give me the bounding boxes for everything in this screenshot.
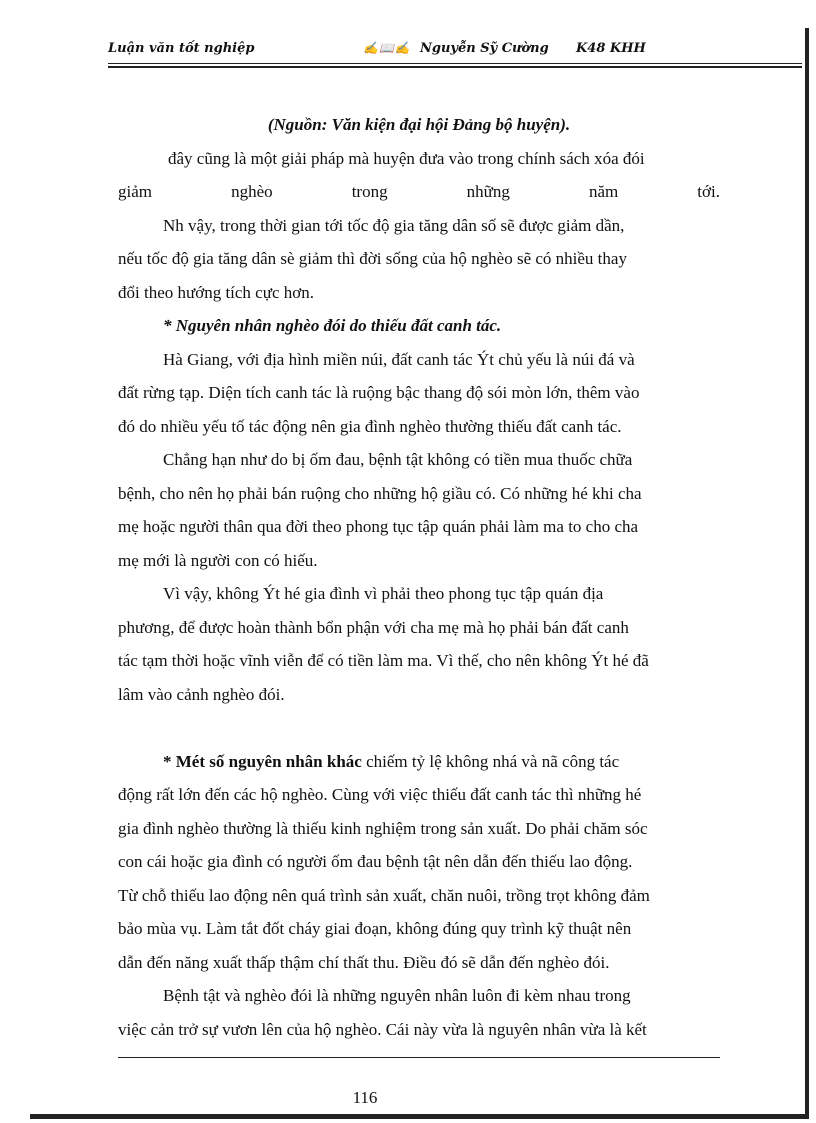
subsection-label: * Mét số nguyên nhân khác [163, 751, 362, 771]
text-line: giảm nghèo trong những năm tới. [118, 182, 720, 201]
text-line: mẹ hoặc người thân qua đời theo phong tục tập quán phải làm ma to cho cha [118, 517, 639, 536]
text-line: dẫn đến năng xuất thấp thậm chí thất thu. Điều đó sẽ dẫn đến nghèo đói. [118, 952, 610, 972]
text-line: bảo mùa vụ. Làm tắt đốt cháy giai đoạn, không đúng quy trình kỹ thuật nên [118, 919, 632, 938]
text-line: động rất lớn đến các hộ nghèo. Cùng với việc thiếu đất canh tác thì những hé [118, 785, 642, 804]
text-line: Hà Giang, với địa hình miền núi, đất canh tác Ýt chủ yếu là núi đá và [163, 349, 635, 369]
section-heading: * Nguyên nhân nghèo đói do thiếu đất canh tác. [163, 316, 502, 335]
text-line: Từ chỗ thiếu lao động nên quá trình sản xuất, chăn nuôi, trồng trọt không đảm [118, 885, 650, 905]
text-line: nếu tốc độ gia tăng dân sè giảm thì đời sống của hộ nghèo sẽ có nhiều thay [118, 249, 627, 268]
header-rule [108, 63, 802, 68]
footer-rule [118, 1057, 720, 1058]
text-line: phương, để được hoàn thành bổn phận với cha mẹ mà họ phải bán đất canh [118, 617, 629, 637]
text-line: tác tạm thời hoặc vĩnh viễn để có tiền làm ma. Vì thế, cho nên không Ýt hé đã [118, 651, 649, 670]
source-note: (Nguồn: Văn kiện đại hội Đảng bộ huyện). [267, 115, 571, 134]
header-author: Nguyễn Sỹ Cường [420, 41, 549, 56]
text-line: Chẳng hạn như do bị ốm đau, bệnh tật không có tiền mua thuốc chữa [163, 450, 633, 469]
page-header [108, 37, 802, 63]
text-line: Bệnh tật và nghèo đói là những nguyên nhân luôn đi kèm nhau trong [163, 986, 631, 1005]
text-line: việc cản trở sự vươn lên của hộ nghèo. Cái này vừa là nguyên nhân vừa là kết [118, 1019, 647, 1039]
page-number: 116 [352, 1088, 378, 1107]
page-border-bottom [30, 1114, 809, 1119]
text-line: đất rừng tạp. Diện tích canh tác là ruộng bậc thang độ sói mòn lớn, thêm vào [118, 383, 640, 402]
text-run: chiếm tỷ lệ không nhá và nã công tác [361, 751, 620, 771]
text-line: lâm vào cảnh nghèo đói. [118, 684, 285, 704]
document-body [118, 108, 720, 1046]
text-line: đây cũng là một giải pháp mà huyện đưa vào trong chính sách xóa đói [168, 148, 645, 168]
text-line: Nh vậy, trong thời gian tới tốc độ gia tăng dân số sẽ được giảm dần, [163, 215, 625, 235]
text-line: đổi theo hướng tích cực hơn. [118, 282, 314, 302]
header-title: Luận văn tốt nghiệp [108, 41, 255, 56]
paragraph-gap [118, 711, 720, 745]
text-line [118, 745, 720, 779]
header-class: K48 KHH [576, 41, 646, 56]
text-line: Vì vậy, không Ýt hé gia đình vì phải theo phong tục tập quán địa [163, 584, 604, 603]
text-line: con cái hoặc gia đình có người ốm đau bệnh tật nên dẫn đến thiếu lao động. [118, 852, 633, 871]
page-border-right [805, 28, 809, 1118]
header-ornament-icon: ✍📖✍ [363, 41, 411, 55]
text-line: mẹ mới là người con có hiếu. [118, 550, 318, 570]
text-line: đó do nhiều yếu tố tác động nên gia đình nghèo thường thiếu đất canh tác. [118, 416, 622, 436]
text-line: gia đình nghèo thường là thiếu kinh nghiệm trong sản xuất. Do phải chăm sóc [118, 818, 648, 838]
text-line: bệnh, cho nên họ phải bán ruộng cho những hộ giầu có. Có những hé khi cha [118, 483, 642, 503]
